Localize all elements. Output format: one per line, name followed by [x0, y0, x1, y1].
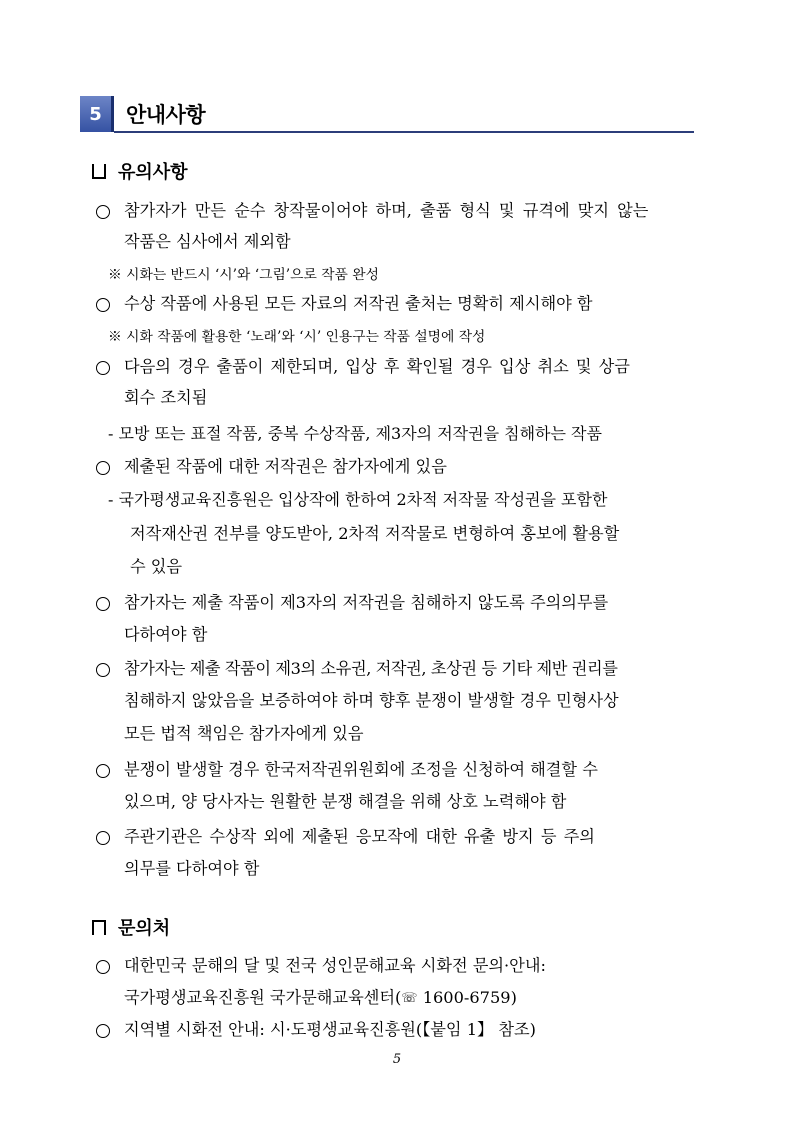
section-header [80, 96, 694, 132]
circle-bullet-icon [96, 597, 110, 611]
contact-line: 대한민국 문해의 달 및 전국 성인문해교육 시화전 문의·안내: [124, 956, 546, 975]
section-title: 안내사항 [126, 103, 206, 127]
circle-bullet-icon [96, 298, 110, 312]
caution-line: 참가자는 제출 작품이 제3자의 저작권을 침해하지 않도록 주의의무를 [124, 593, 609, 612]
contact-phone-number: 1600-6759) [417, 988, 517, 1007]
caution-line: 수상 작품에 사용된 모든 자료의 저작권 출처는 명확히 제시해야 함 [124, 294, 593, 313]
circle-bullet-icon [96, 663, 110, 677]
cautions-heading [92, 158, 188, 184]
header-rule [114, 131, 694, 133]
circle-bullet-icon [96, 764, 110, 778]
phone-icon: ☏ [401, 991, 418, 1006]
circle-bullet-icon [96, 1024, 110, 1038]
caution-line: 의무를 다하여야 함 [124, 859, 260, 878]
caution-line: 모든 법적 책임은 참가자에게 있음 [124, 724, 364, 743]
caution-line: 수 있음 [130, 557, 183, 576]
bracket-bottom-icon [92, 164, 106, 179]
contact-line: 지역별 시화전 안내: 시·도평생교육진흥원(【붙임 1】 참조) [124, 1020, 536, 1039]
contact-heading [92, 914, 170, 940]
caution-subitem: - 모방 또는 표절 작품, 중복 수상작품, 제3자의 저작권을 침해하는 작품 [108, 424, 602, 443]
circle-bullet-icon [96, 960, 110, 974]
circle-bullet-icon [96, 831, 110, 845]
caution-note: ※ 시화 작품에 활용한 ‘노래’와 ‘시’ 인용구는 작품 설명에 작성 [108, 329, 486, 345]
caution-line: 참가자가 만든 순수 창작물이어야 하며, 출품 형식 및 규격에 맞지 않는 [124, 201, 649, 220]
caution-line: 제출된 작품에 대한 저작권은 참가자에게 있음 [124, 457, 447, 476]
caution-line: 참가자는 제출 작품이 제3의 소유권, 저작권, 초상권 등 기타 제반 권리를 [124, 659, 618, 678]
caution-line: 침해하지 않았음을 보증하여야 하며 향후 분쟁이 발생할 경우 민형사상 [124, 691, 619, 710]
cautions-heading-text: 유의사항 [118, 162, 188, 183]
section-number: 5 [80, 96, 114, 132]
caution-line: 분쟁이 발생할 경우 한국저작권위원회에 조정을 신청하여 해결할 수 [124, 760, 598, 779]
caution-line: 다하여야 함 [124, 625, 208, 644]
contact-org: 국가평생교육진흥원 국가문해교육센터( [124, 988, 402, 1007]
caution-line: 있으며, 양 당사자는 원활한 분쟁 해결을 위해 상호 노력해야 함 [124, 792, 567, 811]
caution-line: 작품은 심사에서 제외함 [124, 232, 291, 251]
contact-heading-text: 문의처 [118, 918, 171, 939]
bracket-top-icon [92, 920, 106, 935]
caution-line: 주관기관은 수상작 외에 제출된 응모작에 대한 유출 방지 등 주의 [124, 827, 595, 846]
circle-bullet-icon [96, 205, 110, 219]
caution-line: 회수 조치됨 [124, 388, 208, 407]
contact-phone-line [124, 987, 517, 1010]
caution-note: ※ 시화는 반드시 ‘시’와 ‘그림’으로 작품 완성 [108, 267, 379, 283]
circle-bullet-icon [96, 361, 110, 375]
caution-line: 저작재산권 전부를 양도받아, 2차적 저작물로 변형하여 홍보에 활용할 [130, 524, 620, 543]
caution-line: 다음의 경우 출품이 제한되며, 입상 후 확인될 경우 입상 취소 및 상금 [124, 357, 630, 376]
page-number: 5 [392, 1052, 402, 1067]
circle-bullet-icon [96, 461, 110, 475]
caution-subitem: - 국가평생교육진흥원은 입상작에 한하여 2차적 저작물 작성권을 포함한 [108, 490, 608, 509]
